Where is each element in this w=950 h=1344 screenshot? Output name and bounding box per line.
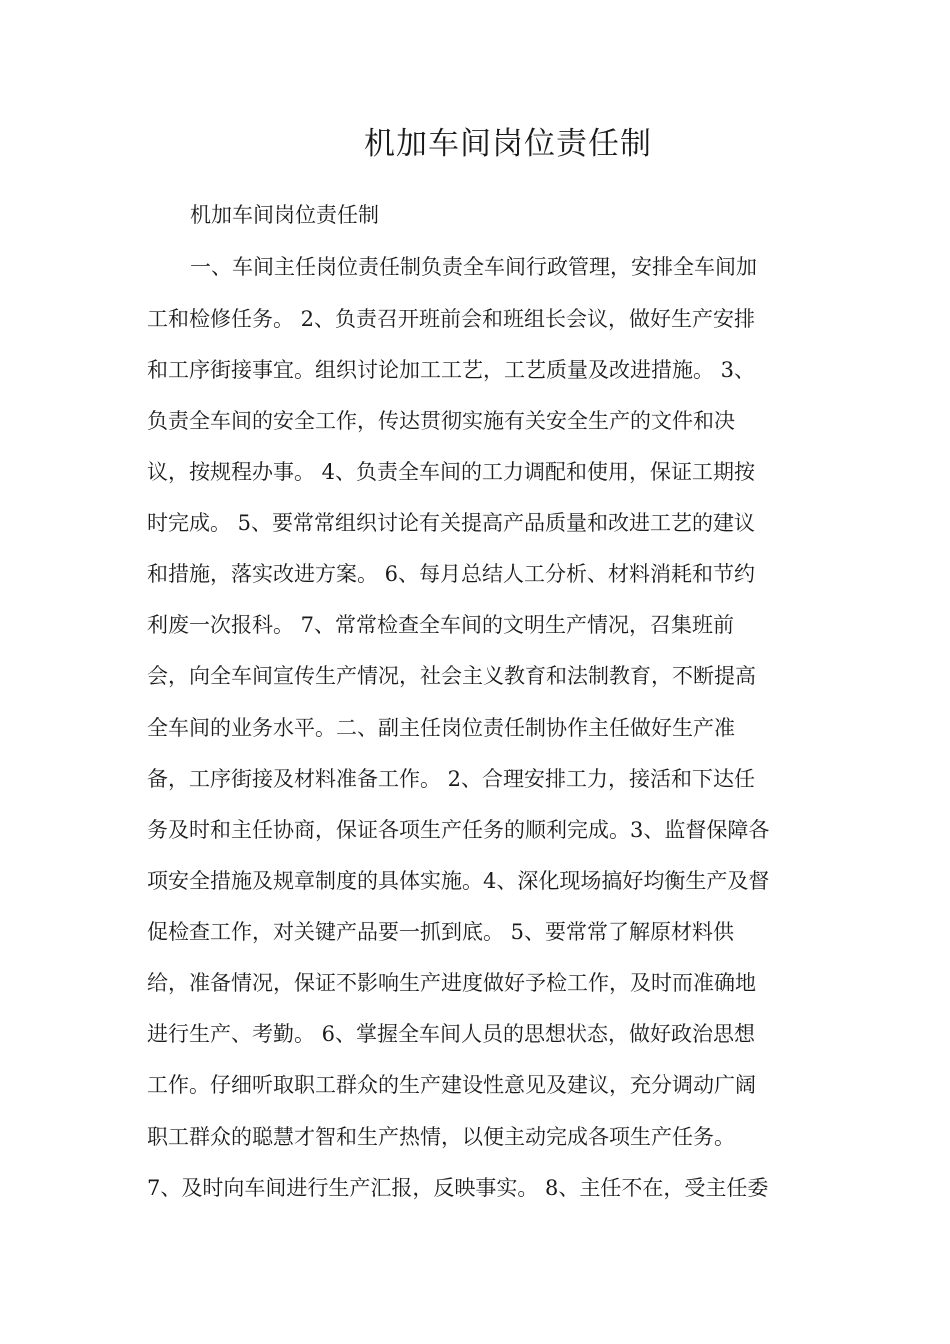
document-title: 机加车间岗位责任制 <box>364 126 652 162</box>
body-line: 会，向全车间宣传生产情况，社会主义教育和法制教育，不断提高 <box>147 664 756 688</box>
body-line: 时完成。 5、要常常组织讨论有关提高产品质量和改进工艺的建议 <box>147 511 756 535</box>
body-line: 工和检修任务。 2、负责召开班前会和班组长会议，做好生产安排 <box>147 307 756 331</box>
body-line: 进行生产、考勤。 6、掌握全车间人员的思想状态，做好政治思想 <box>147 1022 756 1046</box>
body-line: 议，按规程办事。 4、负责全车间的工力调配和使用，保证工期按 <box>147 460 756 484</box>
body-line: 工作。仔细听取职工群众的生产建设性意见及建议，充分调动广阔 <box>147 1073 756 1097</box>
body-line: 负责全车间的安全工作，传达贯彻实施有关安全生产的文件和决 <box>147 409 735 433</box>
body-line: 利废一次报科。 7、常常检查全车间的文明生产情况，召集班前 <box>147 613 735 637</box>
body-line: 备，工序街接及材料准备工作。 2、合理安排工力，接活和下达任 <box>147 767 756 791</box>
body-line: 一、车间主任岗位责任制负责全车间行政管理，安排全车间加 <box>190 255 757 279</box>
body-line: 和措施，落实改进方案。 6、每月总结人工分析、材料消耗和节约 <box>147 562 756 586</box>
body-line: 职工群众的聪慧才智和生产热情，以便主动完成各项生产任务。 <box>147 1125 735 1149</box>
body-line: 全车间的业务水平。二、副主任岗位责任制协作主任做好生产准 <box>147 716 735 740</box>
body-line: 7、及时向车间进行生产汇报，反映事实。 8、主任不在，受主任委 <box>147 1176 769 1200</box>
body-line: 机加车间岗位责任制 <box>190 203 379 227</box>
body-line: 项安全措施及规章制度的具体实施。4、深化现场搞好均衡生产及督 <box>147 869 770 893</box>
body-line: 给，准备情况，保证不影响生产进度做好予检工作，及时而准确地 <box>147 971 756 995</box>
body-line: 和工序街接事宜。组织讨论加工工艺，工艺质量及改进措施。 3、 <box>147 358 756 382</box>
body-line: 务及时和主任协商，保证各项生产任务的顺利完成。3、监督保障各 <box>147 818 770 842</box>
body-line: 促检查工作，对关键产品要一抓到底。 5、要常常了解原材料供 <box>147 920 735 944</box>
